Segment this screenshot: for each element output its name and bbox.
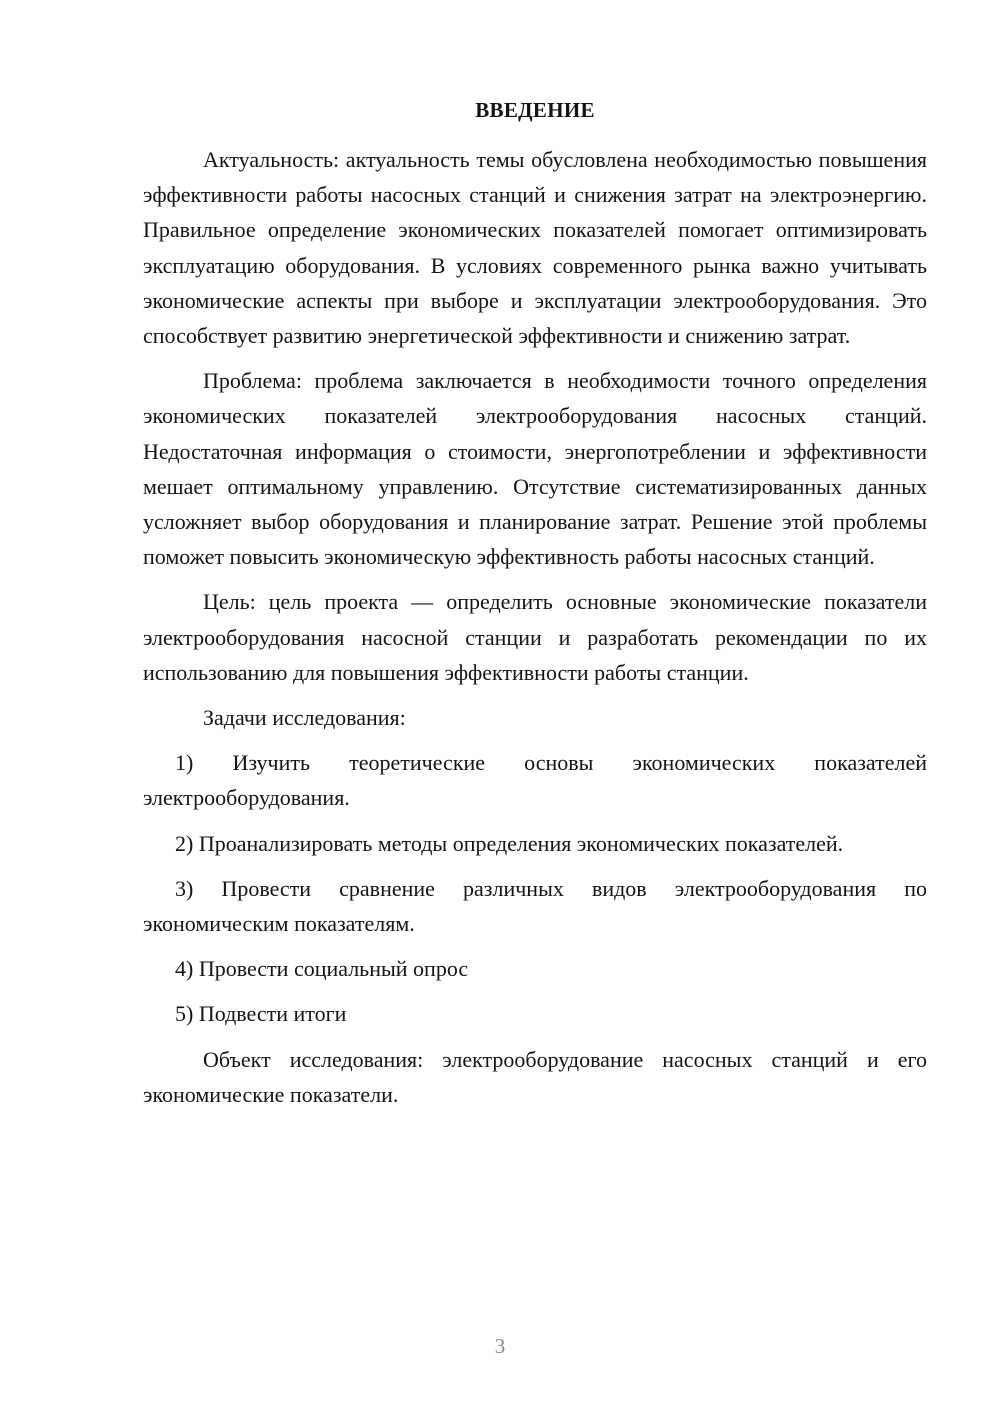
task-item-4: 4) Провести социальный опрос — [175, 956, 469, 982]
paragraph-problem: Проблема: проблема заключается в необходимости точного определения экономических показателей электрооборудования насосных станций. Недостаточная информация о стоимости, энергопотреблении и эффективности мешает оптимальному управлению. Отсутствие систематизированных данных усложняет выбор оборудования и планирование затрат. Решение этой проблемы поможет повысить экономическую эффективность работы насосных станций. — [143, 368, 927, 570]
paragraph-object: Объект исследования: электрооборудование насосных станций и его экономические показатели. — [143, 1046, 927, 1107]
task-item-1: 1) Изучить теоретические основы экономических показателей электрооборудования. — [143, 750, 927, 811]
task-item-2: 2) Проанализировать методы определения экономических показателей. — [175, 830, 844, 856]
paragraph-goal: Цель: цель проекта — определить основные экономические показатели электрооборудования насосной станции и разработать рекомендации по их использованию для повышения эффективности работы станции. — [143, 589, 927, 685]
tasks-title: Задачи исследования: — [203, 705, 406, 731]
task-item-5: 5) Подвести итоги — [175, 1001, 347, 1027]
page-content — [143, 96, 927, 1122]
paragraph-relevance: Актуальность: актуальность темы обусловлена необходимостью повышения эффективности работы насосных станций и снижения затрат на электроэнергию. Правильное определение экономических показателей помогает оптимизировать эксплуатацию оборудования. В условиях современного рынка важно учитывать экономические аспекты при выборе и эксплуатации электрооборудования. Это способствует развитию энергетической эффективности и снижению затрат. — [143, 147, 927, 349]
page-number: 3 — [494, 1334, 506, 1358]
section-heading: ВВЕДЕНИЕ — [475, 98, 595, 122]
task-item-3: 3) Провести сравнение различных видов электрооборудования по экономическим показателям. — [143, 875, 927, 937]
